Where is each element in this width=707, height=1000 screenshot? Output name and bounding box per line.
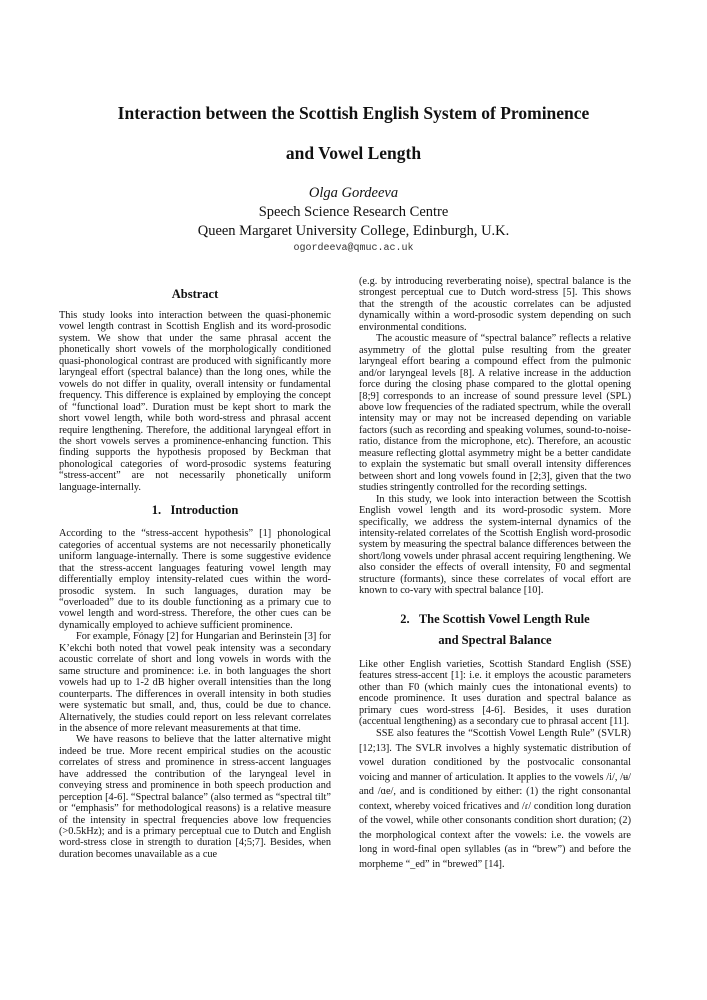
abstract-heading: Abstract [171, 287, 219, 301]
affiliation-institution: Queen Margaret University College, Edinburgh, U.K. [197, 223, 510, 239]
paper-title-line-2: and Vowel Length [285, 143, 422, 163]
intro-continued-paragraph: The acoustic measure of “spectral balance” reflects a relative asymmetry of the glottal pulse resulting from the greater laryngeal effort bearing a compound effect from the pulmonic and/or laryngeal levels [8]. A relative increase in the adduction force during the closing phase compared to the glottal opening [8;9] corresponds to an increase of sound pressure level (SPL) above low frequencies of the radiated spectrum, while the overall intensity may or may not be increased depending on variable factors (such as recording and speaking volumes, sound-to-noise-ratio, distance from the microphone, etc). Therefore, an acoustic measure reflecting glottal asymmetry might be a better candidate to explain the systematic but small overall intensity differences between short and long vowels found in [2;3], given that the two studies stringently controlled for the recording settings. [359, 333, 631, 494]
intro-paragraph: For example, Fónagy [2] for Hungarian and Berinstein [3] for K’ekchi both noted that vowel peak intensity was a secondary acoustic correlate of short and long vowels in words with the same structure and prominence: i.e. in both languages the short vowels had up to 1-2 dB higher overall intensities than the long counterparts. The differences in overall intensity in both studies were systematic but small, and, thus, could be due to chance. Alternatively, the studies could report on less relevant correlates in the absence of more relevant measurements at that time. [59, 631, 331, 734]
section-2-heading [359, 609, 631, 651]
intro-continued-paragraph: In this study, we look into interaction between the Scottish English vowel length and its word-prosodic system. More specifically, we address the system-internal dynamics of the intensity-related correlates of the Scottish English word-prosodic system by measuring the spectral balance differences between the short/long vowels under phrasal accent requiring lengthening. We also consider the effects of overall intensity, F0 and segmental structure (formants), since these correlates of vocal effort are known to co-vary with spectral balance [10]. [359, 493, 631, 597]
author-name: Olga Gordeeva [308, 185, 399, 201]
affiliation-department: Speech Science Research Centre [258, 204, 449, 220]
intro-paragraph: According to the “stress-accent hypothesis” [1] phonological categories of accentual systems are not necessarily phonetically uniform language-internally. There is some suggestive evidence that the stress-accent languages featuring vowel length may differentially employ intensity-related cues within the word-prosodic system. In such languages, duration may be “overloaded” due to its double functioning as a primary cue to vowel length and word-stress. Therefore, the other cues can be dynamically employed to achieve sufficient prominence. [59, 528, 331, 631]
right-column [359, 276, 631, 872]
left-column [59, 287, 331, 860]
section-2-heading-line-2: and Spectral Balance [438, 632, 552, 647]
introduction-heading: 1. Introduction [151, 503, 239, 518]
section-2-paragraph: Like other English varieties, Scottish Standard English (SSE) features stress-accent [1]: i.e. it employs the acoustic parameters other than F0 (which mainly cues the intonational events) to encode prominence. It uses duration and spectral balance as primary cues word-stress [4-6]. Besides, it uses duration (accentual lengthening) as a secondary cue to phrasal accent [11]. [359, 658, 631, 727]
abstract-text: This study looks into interaction between the quasi-phonemic vowel length contrast in Scottish English and its word-prosodic system. We show that under the same phrasal accent the phonetically short vowels of the morphologically conditioned quasi-phonological contrast are produced with significantly more laryngeal effort (spectral balance) than the long ones, while the vowels do not differ in quality, overall intensity or fundamental frequency. This difference is explained by employing the concept of “functional load”. Duration must be kept short to mark the short vowel length, while both word-stress and phrasal accent require lengthening. Therefore, the additional laryngeal effort in the short vowels serves a prominence-enhancing function. This finding supports the hypothesis proposed by Beckman that phonological categories of word-prosodic systems featuring “stress-accent” are not necessarily phonetically uniform language-internally. [59, 310, 331, 493]
section-2-heading-line-1: 2. The Scottish Vowel Length Rule [400, 611, 590, 626]
paper-title-line-1: Interaction between the Scottish English System of Prominence [117, 103, 590, 123]
section-2-paragraph: SSE also features the “Scottish Vowel Length Rule” (SVLR) [12;13]. The SVLR involves a highly systematic distribution of vowel duration conditioned by the postvocalic consonantal voicing and manner of articulation. It applies to the vowels /i/, /ʉ/ and /ɑe/, and is conditioned by either: (1) the right consonantal context, whereby voiced fricatives and /ɾ/ condition long duration of the vowel, while other consonants condition short duration; (2) the morphological context after the vowels: i.e. the vowels are long in word-final open syllables (as in “brew”) and before the morpheme “_ed” in “brewed” [14]. [359, 728, 631, 870]
intro-continued-paragraph: (e.g. by introducing reverberating noise), spectral balance is the strongest perceptual cue to Dutch word-stress [5]. This shows that the strength of the acoustic correlates can be adjusted dynamically within a word-prosodic system depending on such environmental conditions. [359, 276, 631, 333]
author-email: ogordeeva@qmuc.ac.uk [293, 243, 414, 254]
intro-paragraph: We have reasons to believe that the latter alternative might indeed be true. More recent empirical studies on the acoustic correlates of stress and prominence in stress-accent languages have addressed the contribution of the laryngeal level in conveying stress and prominence in both speech production and perception [4-6]. “Spectral balance” (also termed as “spectral tilt” or “emphasis” for methodological reasons) is a relative measure of the intensity in spectral frequencies above low frequencies (>0.5kHz); and is a primary perceptual cue to Dutch and English word-stress close in strength to duration [4;5;7]. Besides, when duration becomes unavailable as a cue [59, 734, 331, 860]
